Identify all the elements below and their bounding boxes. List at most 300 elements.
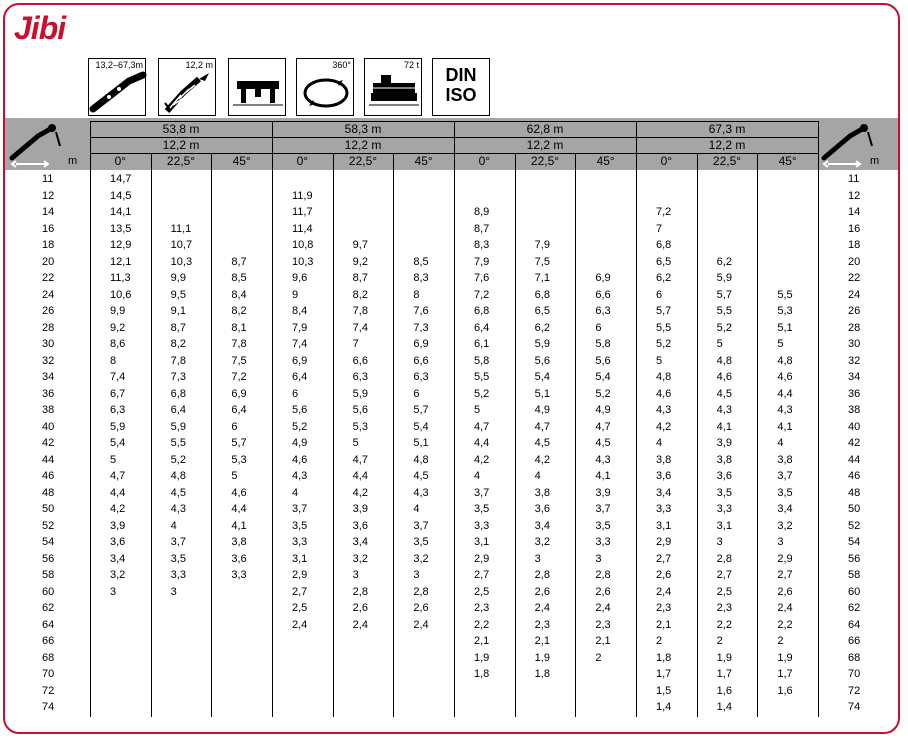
load-value: 2,6 bbox=[352, 602, 368, 614]
radius-label-left: 46 bbox=[42, 470, 55, 482]
radius-label-right: 66 bbox=[848, 635, 861, 647]
load-value: 6,2 bbox=[534, 321, 550, 334]
load-value: 6 bbox=[292, 387, 299, 400]
load-value: 4,7 bbox=[474, 420, 490, 433]
load-value: 2,3 bbox=[534, 618, 550, 631]
load-value: 4,8 bbox=[656, 371, 672, 383]
radius-label-right: 26 bbox=[848, 305, 861, 317]
load-value: 4,8 bbox=[170, 470, 186, 482]
unit-label-left: m bbox=[68, 155, 78, 167]
load-value: 5,7 bbox=[656, 305, 672, 317]
load-value: 5,6 bbox=[352, 404, 368, 416]
load-value: 2,5 bbox=[716, 585, 732, 598]
jib-length-header: 12,2 m bbox=[708, 138, 746, 152]
load-value: 5,3 bbox=[777, 305, 793, 317]
load-value: 4,5 bbox=[595, 437, 611, 449]
load-value: 3,6 bbox=[231, 552, 247, 565]
load-value: 4 bbox=[413, 503, 420, 515]
load-value: 3,4 bbox=[534, 519, 550, 532]
group-divider bbox=[272, 121, 273, 717]
load-value: 6,4 bbox=[170, 404, 186, 416]
load-value: 3,5 bbox=[292, 519, 308, 532]
load-value: 3,6 bbox=[716, 470, 732, 482]
load-value: 7,3 bbox=[413, 321, 429, 334]
load-value: 2,9 bbox=[777, 552, 793, 565]
load-value: 5,2 bbox=[595, 387, 611, 400]
load-value: 7,2 bbox=[231, 371, 247, 383]
load-value: 3,7 bbox=[777, 470, 793, 482]
radius-label-right: 14 bbox=[848, 206, 861, 218]
load-value: 3 bbox=[413, 569, 420, 581]
column-divider bbox=[393, 154, 394, 717]
load-value: 7,5 bbox=[534, 255, 550, 268]
load-value: 10,6 bbox=[110, 288, 132, 301]
load-value: 3,8 bbox=[716, 453, 732, 466]
load-value: 4,4 bbox=[777, 387, 793, 400]
load-value: 11,9 bbox=[292, 189, 313, 202]
load-value: 3 bbox=[777, 536, 784, 548]
load-value: 5,8 bbox=[595, 338, 611, 350]
icon-caption: 13,2–67,3m bbox=[95, 60, 143, 70]
load-value: 3 bbox=[110, 585, 117, 598]
radius-label-left: 54 bbox=[42, 536, 55, 548]
iso-label: ISO bbox=[445, 85, 477, 105]
load-value: 3,1 bbox=[716, 519, 732, 532]
load-value: 6,4 bbox=[231, 404, 247, 416]
load-value: 8,7 bbox=[352, 272, 368, 284]
load-value: 2,2 bbox=[474, 618, 490, 631]
load-value: 4,3 bbox=[716, 404, 732, 416]
load-value: 5,5 bbox=[716, 305, 732, 317]
load-value: 5,9 bbox=[534, 338, 550, 350]
column-divider bbox=[515, 154, 516, 717]
radius-label-right: 30 bbox=[848, 338, 861, 350]
load-value: 2,2 bbox=[777, 618, 793, 631]
radius-label-right: 50 bbox=[848, 503, 861, 515]
load-value: 6 bbox=[231, 420, 238, 433]
load-value: 5,9 bbox=[716, 272, 732, 284]
load-value: 2,7 bbox=[716, 569, 732, 581]
radius-label-right: 11 bbox=[848, 173, 860, 185]
load-value: 7,9 bbox=[292, 321, 308, 334]
radius-label-left: 62 bbox=[42, 602, 55, 614]
load-value: 6,7 bbox=[110, 387, 126, 400]
load-value: 2 bbox=[716, 635, 723, 647]
load-value: 9,5 bbox=[170, 288, 186, 301]
radius-label-left: 44 bbox=[42, 453, 55, 466]
radius-label-right: 24 bbox=[848, 288, 861, 301]
load-value: 2,4 bbox=[534, 602, 550, 614]
load-value: 5 bbox=[231, 470, 238, 482]
load-value: 4,6 bbox=[777, 371, 793, 383]
load-value: 3,7 bbox=[292, 503, 308, 515]
load-value: 2,5 bbox=[292, 602, 308, 614]
radius-label-left: 40 bbox=[42, 420, 55, 433]
load-value: 3,6 bbox=[656, 470, 672, 482]
load-value: 8,6 bbox=[110, 338, 126, 350]
load-value: 10,7 bbox=[170, 239, 193, 251]
load-value: 7,9 bbox=[534, 239, 550, 251]
load-value: 3,3 bbox=[595, 536, 611, 548]
load-value: 4,6 bbox=[292, 453, 308, 466]
load-value: 3,2 bbox=[777, 519, 793, 532]
jib-angle-header: 22,5° bbox=[712, 154, 742, 168]
load-value: 3,4 bbox=[656, 486, 672, 499]
load-value: 3,6 bbox=[110, 536, 126, 548]
load-value: 11,4 bbox=[292, 222, 313, 235]
jib-length-header: 12,2 m bbox=[526, 138, 564, 152]
load-value: 3,5 bbox=[777, 486, 793, 499]
load-value: 9,6 bbox=[292, 272, 308, 284]
icon-caption: 360° bbox=[332, 60, 351, 70]
radius-label-right: 70 bbox=[848, 668, 861, 680]
load-value: 1,9 bbox=[716, 651, 732, 664]
load-value: 4,9 bbox=[292, 437, 308, 449]
load-value: 7,5 bbox=[231, 354, 247, 367]
load-value: 5,9 bbox=[170, 420, 186, 433]
load-value: 14,7 bbox=[110, 173, 132, 185]
load-value: 6,3 bbox=[352, 371, 368, 383]
load-value: 14,1 bbox=[110, 206, 132, 218]
load-value: 5 bbox=[352, 437, 359, 449]
jib-angle-header: 45° bbox=[778, 154, 797, 168]
load-value: 4,6 bbox=[656, 387, 672, 400]
load-value: 1,7 bbox=[716, 668, 732, 680]
load-value: 3,5 bbox=[474, 503, 490, 515]
load-value: 1,8 bbox=[474, 668, 490, 680]
load-value: 2 bbox=[777, 635, 784, 647]
load-value: 8,5 bbox=[231, 272, 247, 284]
load-value: 3,3 bbox=[716, 503, 732, 515]
load-value: 2,8 bbox=[716, 552, 732, 565]
load-value: 6,8 bbox=[474, 305, 490, 317]
load-value: 4 bbox=[170, 519, 177, 532]
load-value: 8,2 bbox=[231, 305, 247, 317]
load-value: 8,5 bbox=[413, 255, 429, 268]
load-value: 3,7 bbox=[474, 486, 490, 499]
load-value: 2,3 bbox=[656, 602, 672, 614]
radius-label-right: 62 bbox=[848, 602, 861, 614]
radius-label-right: 20 bbox=[848, 255, 861, 268]
radius-label-left: 16 bbox=[42, 222, 55, 235]
load-value: 4,4 bbox=[231, 503, 247, 515]
radius-label-right: 22 bbox=[848, 272, 861, 284]
load-value: 7,3 bbox=[170, 371, 186, 383]
load-value: 2,8 bbox=[595, 569, 611, 581]
load-value: 2,1 bbox=[534, 635, 550, 647]
load-value: 4,8 bbox=[413, 453, 429, 466]
radius-label-right: 28 bbox=[848, 321, 861, 334]
load-value: 4,3 bbox=[777, 404, 793, 416]
load-value: 1,4 bbox=[716, 701, 732, 713]
radius-label-right: 40 bbox=[848, 420, 861, 433]
load-value: 2,8 bbox=[534, 569, 550, 581]
load-value: 6,8 bbox=[534, 288, 550, 301]
radius-label-right: 12 bbox=[848, 189, 861, 202]
load-value: 5,6 bbox=[292, 404, 308, 416]
crane-left-icon bbox=[8, 120, 68, 168]
load-value: 2,6 bbox=[595, 585, 611, 598]
column-divider bbox=[575, 154, 576, 717]
load-value: 3,1 bbox=[656, 519, 672, 532]
load-value: 1,6 bbox=[716, 684, 732, 697]
load-value: 8,2 bbox=[170, 338, 186, 350]
load-value: 3,4 bbox=[352, 536, 368, 548]
load-value: 2,2 bbox=[716, 618, 732, 631]
load-value: 3,9 bbox=[352, 503, 368, 515]
load-value: 4,8 bbox=[777, 354, 793, 367]
load-value: 1,7 bbox=[777, 668, 793, 680]
radius-label-left: 68 bbox=[42, 651, 55, 664]
radius-label-left: 60 bbox=[42, 585, 55, 598]
jib-angle-header: 45° bbox=[414, 154, 433, 168]
load-value: 3,4 bbox=[110, 552, 126, 565]
load-value: 3,8 bbox=[656, 453, 672, 466]
load-value: 2,6 bbox=[777, 585, 793, 598]
group-divider bbox=[636, 121, 637, 717]
radius-label-left: 66 bbox=[42, 635, 55, 647]
load-value: 5,4 bbox=[595, 371, 611, 383]
load-value: 8 bbox=[413, 288, 420, 301]
load-value: 3 bbox=[534, 552, 541, 565]
load-value: 5,1 bbox=[534, 387, 550, 400]
load-value: 5,7 bbox=[231, 437, 247, 449]
load-value: 4 bbox=[292, 486, 299, 499]
load-value: 4,6 bbox=[231, 486, 247, 499]
column-divider bbox=[151, 154, 152, 717]
load-value: 5,4 bbox=[534, 371, 550, 383]
load-value: 3,5 bbox=[595, 519, 611, 532]
load-value: 4,9 bbox=[595, 404, 611, 416]
load-value: 1,9 bbox=[534, 651, 550, 664]
radius-label-left: 24 bbox=[42, 288, 55, 301]
load-value: 4,3 bbox=[292, 470, 308, 482]
load-value: 6,9 bbox=[595, 272, 611, 284]
column-divider bbox=[333, 154, 334, 717]
load-value: 2,9 bbox=[656, 536, 672, 548]
load-value: 3,7 bbox=[413, 519, 429, 532]
radius-label-left: 22 bbox=[42, 272, 55, 284]
load-value: 3,8 bbox=[534, 486, 550, 499]
radius-label-left: 58 bbox=[42, 569, 55, 581]
load-value: 7,2 bbox=[474, 288, 490, 301]
load-value: 4,2 bbox=[352, 486, 368, 499]
load-value: 8,1 bbox=[231, 321, 247, 334]
radius-label-right: 54 bbox=[848, 536, 861, 548]
load-value: 4,7 bbox=[595, 420, 611, 433]
load-value: 1,9 bbox=[474, 651, 490, 664]
column-divider bbox=[211, 154, 212, 717]
load-value: 6,8 bbox=[656, 239, 672, 251]
load-value: 6,3 bbox=[413, 371, 429, 383]
load-value: 7,6 bbox=[413, 305, 429, 317]
load-value: 2,1 bbox=[474, 635, 490, 647]
load-value: 3,8 bbox=[231, 536, 247, 548]
load-value: 5,2 bbox=[170, 453, 186, 466]
load-value: 8 bbox=[110, 354, 117, 367]
load-value: 2,3 bbox=[474, 602, 490, 614]
load-value: 4,3 bbox=[595, 453, 611, 466]
load-value: 2,4 bbox=[413, 618, 429, 631]
radius-label-right: 36 bbox=[848, 387, 861, 400]
load-value: 2,7 bbox=[292, 585, 308, 598]
load-value: 3,5 bbox=[170, 552, 186, 565]
load-value: 1,4 bbox=[656, 701, 672, 713]
radius-label-left: 42 bbox=[42, 437, 55, 449]
load-value: 2,8 bbox=[352, 585, 368, 598]
load-value: 4,9 bbox=[534, 404, 550, 416]
load-value: 6 bbox=[656, 288, 663, 301]
boom-length-header: 62,8 m bbox=[526, 122, 564, 136]
load-value: 1,8 bbox=[534, 668, 550, 680]
load-value: 2,5 bbox=[474, 585, 490, 598]
load-value: 5 bbox=[716, 338, 723, 350]
load-value: 12,1 bbox=[110, 255, 132, 268]
load-value: 9,2 bbox=[352, 255, 368, 268]
jib-angle-header: 0° bbox=[660, 154, 673, 168]
load-value: 3,6 bbox=[352, 519, 368, 532]
load-value: 5,9 bbox=[110, 420, 126, 433]
load-value: 13,5 bbox=[110, 222, 132, 235]
load-value: 6,1 bbox=[474, 338, 490, 350]
load-value: 3 bbox=[716, 536, 723, 548]
load-value: 3,5 bbox=[716, 486, 732, 499]
load-value: 4 bbox=[474, 470, 481, 482]
load-value: 5 bbox=[777, 338, 784, 350]
load-value: 2,4 bbox=[595, 602, 611, 614]
load-value: 6,3 bbox=[595, 305, 611, 317]
radius-label-right: 48 bbox=[848, 486, 861, 499]
load-value: 7,8 bbox=[231, 338, 247, 350]
load-value: 4,4 bbox=[474, 437, 490, 449]
load-value: 5,4 bbox=[413, 420, 429, 433]
load-value: 5,6 bbox=[595, 354, 611, 367]
load-value: 8,4 bbox=[231, 288, 247, 301]
din-label: DIN bbox=[445, 65, 477, 85]
load-value: 3,4 bbox=[777, 503, 793, 515]
slewing-360-icon bbox=[296, 58, 354, 116]
load-value: 3,1 bbox=[292, 552, 308, 565]
load-value: 7,4 bbox=[292, 338, 308, 350]
radius-label-right: 44 bbox=[848, 453, 861, 466]
load-value: 8,7 bbox=[170, 321, 186, 334]
radius-label-left: 36 bbox=[42, 387, 55, 400]
load-value: 6,6 bbox=[413, 354, 429, 367]
load-value: 5,7 bbox=[716, 288, 732, 301]
load-value: 8,2 bbox=[352, 288, 368, 301]
radius-label-right: 64 bbox=[848, 618, 861, 631]
load-value: 4,1 bbox=[595, 470, 611, 482]
load-value: 10,3 bbox=[170, 255, 193, 268]
load-value: 6,6 bbox=[595, 288, 611, 301]
load-value: 3 bbox=[352, 569, 359, 581]
boom-length-header: 67,3 m bbox=[708, 122, 746, 136]
load-value: 3,2 bbox=[534, 536, 550, 548]
load-value: 7,9 bbox=[474, 255, 490, 268]
load-value: 2,8 bbox=[413, 585, 429, 598]
load-value: 4,4 bbox=[110, 486, 126, 499]
load-value: 5,5 bbox=[656, 321, 672, 334]
radius-label-right: 16 bbox=[848, 222, 861, 235]
load-value: 5,9 bbox=[352, 387, 368, 400]
radius-label-left: 48 bbox=[42, 486, 55, 499]
jib-angle-header: 22,5° bbox=[530, 154, 560, 168]
radius-label-left: 38 bbox=[42, 404, 55, 416]
load-value: 2,1 bbox=[595, 635, 611, 647]
load-value: 2,4 bbox=[777, 602, 793, 614]
load-value: 8,3 bbox=[474, 239, 490, 251]
load-value: 4,8 bbox=[716, 354, 732, 367]
radius-label-left: 50 bbox=[42, 503, 55, 515]
load-value: 6,9 bbox=[413, 338, 429, 350]
load-value: 4,2 bbox=[656, 420, 672, 433]
load-value: 10,8 bbox=[292, 239, 314, 251]
load-value: 5,1 bbox=[413, 437, 429, 449]
radius-label-right: 74 bbox=[848, 701, 861, 713]
load-value: 7,2 bbox=[656, 206, 672, 218]
load-value: 2,9 bbox=[292, 569, 308, 581]
load-value: 2,9 bbox=[474, 552, 490, 565]
boom-length-header: 53,8 m bbox=[162, 122, 200, 136]
load-value: 6,9 bbox=[231, 387, 247, 400]
radius-label-right: 34 bbox=[848, 371, 861, 383]
jib-angle-header: 0° bbox=[114, 154, 127, 168]
load-value: 4,1 bbox=[231, 519, 247, 532]
load-value: 5,3 bbox=[352, 420, 368, 433]
load-value: 2,7 bbox=[474, 569, 490, 581]
load-value: 4,2 bbox=[534, 453, 550, 466]
jib-angle-header: 45° bbox=[232, 154, 251, 168]
load-value: 3,6 bbox=[534, 503, 550, 515]
load-value: 3,9 bbox=[595, 486, 611, 499]
fixed-jib-length-icon bbox=[158, 58, 216, 116]
column-divider bbox=[697, 154, 698, 717]
load-value: 10,3 bbox=[292, 255, 314, 268]
load-value: 9,9 bbox=[170, 272, 186, 284]
outrigger-base-icon bbox=[228, 58, 286, 116]
load-value: 6,2 bbox=[656, 272, 672, 284]
load-value: 9,7 bbox=[352, 239, 368, 251]
load-value: 4 bbox=[534, 470, 541, 482]
load-value: 3,3 bbox=[170, 569, 186, 581]
radius-label-left: 12 bbox=[42, 189, 55, 202]
load-value: 4,2 bbox=[110, 503, 126, 515]
load-value: 2 bbox=[656, 635, 663, 647]
load-value: 4,7 bbox=[352, 453, 368, 466]
load-value: 7,4 bbox=[110, 371, 126, 383]
load-value: 4,4 bbox=[352, 470, 368, 482]
din-iso-icon bbox=[432, 58, 490, 116]
load-value: 2,4 bbox=[292, 618, 308, 631]
radius-label-left: 18 bbox=[42, 239, 55, 251]
load-value: 4,5 bbox=[170, 486, 186, 499]
load-value: 2,1 bbox=[656, 618, 672, 631]
radius-label-left: 30 bbox=[42, 338, 55, 350]
load-value: 7,1 bbox=[534, 272, 550, 284]
radius-label-left: 26 bbox=[42, 305, 55, 317]
load-value: 1,5 bbox=[656, 684, 672, 697]
load-value: 4,5 bbox=[413, 470, 429, 482]
load-value: 3,1 bbox=[474, 536, 490, 548]
load-value: 14,5 bbox=[110, 189, 132, 202]
load-value: 5,3 bbox=[231, 453, 247, 466]
load-value: 9 bbox=[292, 288, 299, 301]
radius-label-right: 42 bbox=[848, 437, 861, 449]
load-value: 7 bbox=[656, 222, 663, 235]
load-value: 5 bbox=[474, 404, 481, 416]
radius-label-right: 72 bbox=[848, 684, 861, 697]
load-value: 6,8 bbox=[170, 387, 186, 400]
